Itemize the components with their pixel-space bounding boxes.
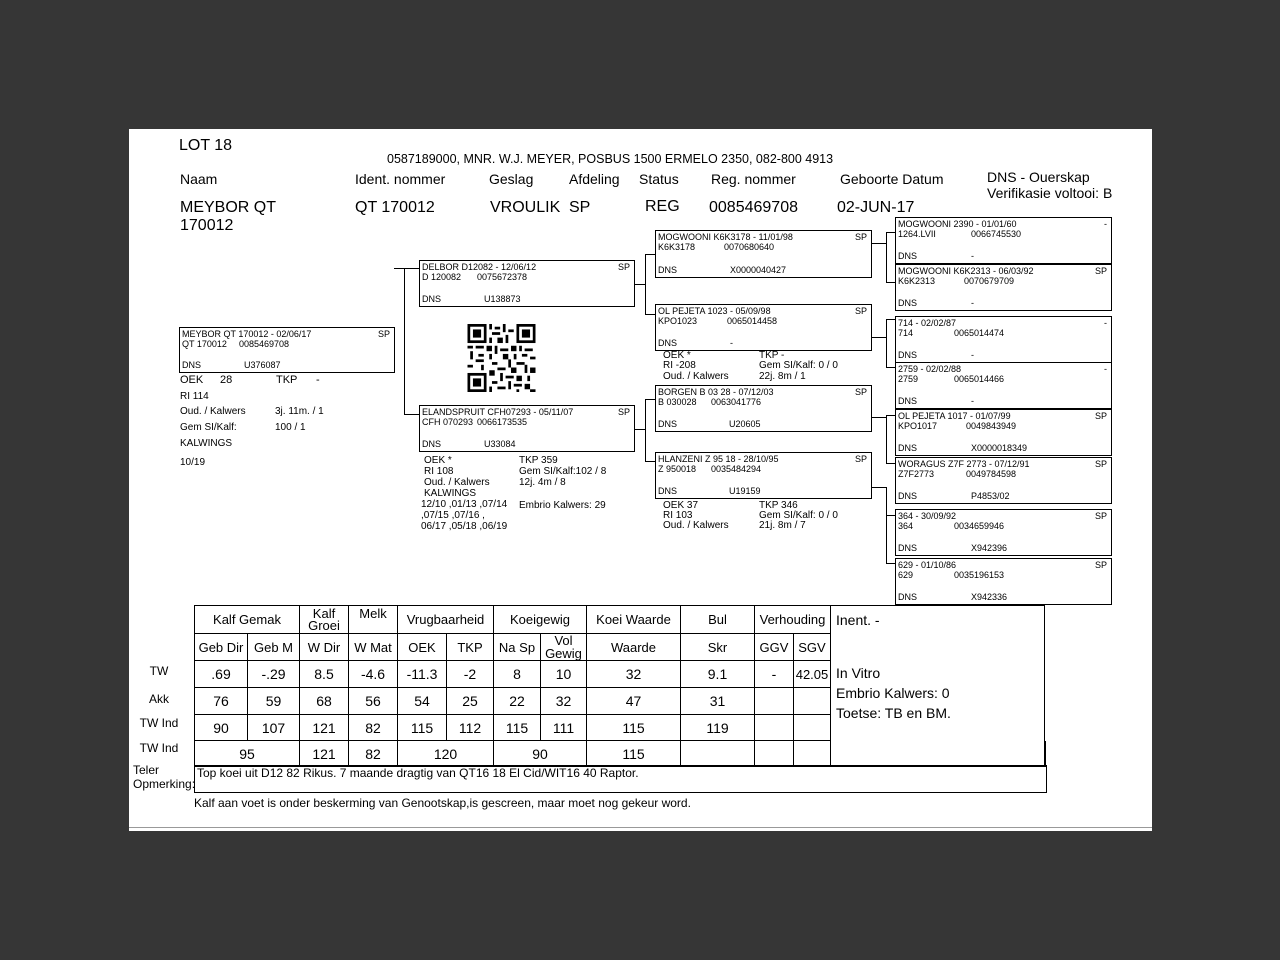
- box-dns-value: X942336: [971, 592, 1008, 602]
- dam-oud-value: 12j. 4m / 8: [519, 477, 566, 488]
- twind2-cell: 95: [195, 741, 300, 767]
- tw-cell: -2: [447, 661, 494, 688]
- box-dns-label: DNS: [898, 251, 918, 261]
- tw-cell: 32: [587, 661, 681, 688]
- box-dns-label: DNS: [898, 543, 918, 553]
- pedigree-line: [886, 232, 887, 282]
- pedigree-box-ggp6: [895, 457, 1112, 504]
- box-dns-label: DNS: [898, 396, 918, 406]
- sub-waarde: Waarde: [587, 634, 681, 661]
- pedigree-line: [645, 314, 655, 315]
- pedigree-box-ggp8: [895, 558, 1112, 605]
- box-dns-value: -: [730, 338, 733, 348]
- pedigree-line: [886, 515, 895, 516]
- pedigree-line: [886, 563, 895, 564]
- box-dns-label: DNS: [658, 419, 678, 429]
- self-oud-value: 3j. 11m. / 1: [275, 406, 324, 417]
- box-title: BORGEN B 03 28 - 07/12/03: [658, 387, 774, 397]
- box-dns-label: DNS: [658, 338, 678, 348]
- sub-vol-gewig: Vol Gewig: [541, 634, 587, 661]
- twind-cell: 82: [349, 715, 398, 741]
- box-dns-label: DNS: [658, 486, 678, 496]
- dam-oud-label: Oud. / Kalwers: [424, 477, 490, 488]
- twind2-cell: [681, 741, 755, 767]
- box-dns-value: -: [971, 350, 974, 360]
- animal-ident: QT 170012: [355, 199, 435, 216]
- box-section: SP: [1094, 459, 1107, 469]
- row-label-twind-2: TW Ind: [139, 741, 179, 755]
- pedigree-line: [871, 487, 886, 488]
- box-reg: 0066745530: [971, 229, 1022, 239]
- box-dns-label: DNS: [182, 360, 202, 370]
- pedigree-box-gp1: [655, 230, 872, 278]
- box-section: SP: [1094, 411, 1107, 421]
- twind-cell: 90: [195, 715, 248, 741]
- pedigree-line: [404, 414, 419, 415]
- pedigree-box-gp2: [655, 304, 872, 351]
- gp2-oud-label: Oud. / Kalwers: [663, 371, 729, 382]
- box-code: 629: [898, 570, 914, 580]
- box-section: SP: [377, 329, 390, 339]
- pedigree-line: [645, 254, 646, 314]
- breeding-index-table: [194, 605, 1046, 767]
- twind2-cell: 90: [494, 741, 587, 767]
- box-dns-label: DNS: [898, 443, 918, 453]
- box-dns-label: DNS: [898, 350, 918, 360]
- box-reg: 0075672378: [477, 272, 528, 282]
- box-title: HLANZENI Z 95 18 - 28/10/95: [658, 454, 779, 464]
- twind-cell: 121: [300, 715, 349, 741]
- twind-cell: 115: [587, 715, 681, 741]
- pedigree-box-ggp7: [895, 509, 1112, 556]
- box-title: MOGWOONI K6K3178 - 11/01/98: [658, 232, 793, 242]
- sub-geb-dir: Geb Dir: [195, 634, 248, 661]
- box-reg: 0070679709: [964, 276, 1015, 286]
- teler-label: Teler: [133, 763, 160, 777]
- self-ri: RI 114: [180, 391, 209, 402]
- box-title: DELBOR D12082 - 12/06/12: [422, 262, 537, 272]
- box-code: 714: [898, 328, 914, 338]
- box-code: 1264.LVII: [898, 229, 936, 239]
- box-section: SP: [854, 306, 867, 316]
- qr-code: [466, 324, 537, 392]
- box-dns-value: X0000040427: [730, 265, 787, 275]
- box-reg: 0085469708: [239, 339, 290, 349]
- pedigree-box-ggp3: [895, 316, 1112, 363]
- box-title: WORAGUS Z7F 2773 - 07/12/91: [898, 459, 1030, 469]
- pedigree-box-sire: [419, 260, 635, 307]
- pedigree-line: [404, 268, 419, 269]
- group-kalf-gemak: Kalf Gemak: [195, 606, 300, 634]
- box-dns-value: U138873: [484, 294, 521, 304]
- box-dns-value: U19159: [729, 486, 761, 496]
- animal-name-2: 170012: [180, 217, 234, 234]
- box-reg: 0065014474: [954, 328, 1005, 338]
- akk-cell: 59: [248, 688, 300, 715]
- remarks-box: [194, 765, 1047, 793]
- box-code: B 030028: [658, 397, 697, 407]
- box-reg: 0070680640: [724, 242, 775, 252]
- self-tkp-label: TKP: [276, 374, 298, 386]
- pedigree-line: [871, 417, 886, 418]
- bottom-rule: [129, 827, 1152, 828]
- gp4-tkp: TKP 346: [759, 500, 798, 511]
- twind-cell: [794, 715, 831, 741]
- twind-cell: 107: [248, 715, 300, 741]
- pedigree-line: [886, 367, 895, 368]
- gp4-oud-label: Oud. / Kalwers: [663, 520, 729, 531]
- tw-cell: -4.6: [349, 661, 398, 688]
- box-code: QT 170012: [182, 339, 227, 349]
- box-dns-value: U376087: [244, 360, 281, 370]
- sub-w-dir: W Dir: [300, 634, 349, 661]
- animal-name: MEYBOR QT: [180, 199, 277, 216]
- pedigree-line: [886, 232, 895, 233]
- self-kalwings-label: KALWINGS: [180, 438, 233, 449]
- self-oek-value: 28: [220, 374, 233, 386]
- pedigree-line: [886, 415, 895, 416]
- opmerking-label: Opmerking:: [133, 777, 196, 791]
- pedigree-line: [645, 399, 655, 400]
- box-section: SP: [854, 454, 867, 464]
- box-title: 2759 - 02/02/88: [898, 364, 962, 374]
- self-kalwings-value: 10/19: [180, 457, 206, 468]
- animal-reg: 0085469708: [709, 199, 798, 216]
- footer-note: Kalf aan voet is onder beskerming van Genootskap,is gescreen, maar moet nog gekeur word.: [194, 796, 691, 810]
- box-dns-value: X0000018349: [971, 443, 1028, 453]
- tw-cell: 10: [541, 661, 587, 688]
- gp4-ri: RI 103: [663, 510, 693, 521]
- gp2-gem: Gem SI/Kalf: 0 / 0: [759, 360, 838, 371]
- sub-ggv: GGV: [755, 634, 794, 661]
- twind-cell: 119: [681, 715, 755, 741]
- akk-cell: 68: [300, 688, 349, 715]
- twind-cell: [755, 715, 794, 741]
- row-label-akk: Akk: [148, 692, 169, 706]
- box-section: -: [1104, 318, 1107, 328]
- in-vitro-text: In Vitro: [836, 665, 881, 681]
- group-verhouding: Verhouding: [755, 606, 831, 634]
- group-vrugbaarheid: Vrugbaarheid: [398, 606, 494, 634]
- box-dns-value: U33084: [484, 439, 516, 449]
- dam-tkp: TKP 359: [519, 455, 558, 466]
- dam-ri: RI 108: [424, 466, 454, 477]
- row-label-tw: TW: [149, 664, 169, 678]
- row-label-twind: TW Ind: [139, 716, 179, 730]
- box-code: D 120082: [422, 272, 462, 282]
- box-code: Z7F2773: [898, 469, 935, 479]
- box-section: SP: [1094, 511, 1107, 521]
- box-code: 2759: [898, 374, 919, 384]
- dam-oek: OEK *: [424, 455, 452, 466]
- box-reg: 0063041776: [711, 397, 762, 407]
- gp4-oud-value: 21j. 8m / 7: [759, 520, 806, 531]
- gp4-gem: Gem SI/Kalf: 0 / 0: [759, 510, 838, 521]
- col-afdeling: Afdeling: [569, 171, 620, 187]
- pedigree-box-self: [179, 327, 395, 373]
- box-dns-label: DNS: [658, 265, 678, 275]
- self-gem-label: Gem SI/Kalf:: [180, 422, 237, 433]
- pedigree-box-gp4: [655, 452, 872, 499]
- dam-kalwings-2: ,07/15 ,07/16 ,: [421, 510, 485, 521]
- pedigree-box-ggp2: [895, 264, 1112, 311]
- box-reg: 0049784598: [966, 469, 1017, 479]
- dam-gem: Gem SI/Kalf:102 / 8: [519, 466, 607, 477]
- box-section: SP: [854, 387, 867, 397]
- box-code: KPO1023: [658, 316, 698, 326]
- remarks-text: Top koei uit D12 82 Rikus. 7 maande dragtig van QT16 18 El Cid/WIT16 40 Raptor.: [197, 766, 639, 780]
- dam-kalwings-1: 12/10 ,01/13 ,07/14: [421, 499, 508, 510]
- box-section: SP: [617, 262, 630, 272]
- col-status: Status: [639, 171, 679, 187]
- akk-cell: 22: [494, 688, 541, 715]
- info-panel: [831, 606, 1045, 767]
- gp4-oek: OEK 37: [663, 500, 699, 511]
- box-code: 364: [898, 521, 914, 531]
- box-title: MEYBOR QT 170012 - 02/06/17: [182, 329, 312, 339]
- group-koeigewig: Koeigewig: [494, 606, 587, 634]
- box-code: K6K2313: [898, 276, 936, 286]
- box-section: -: [1104, 364, 1107, 374]
- tw-cell: 8: [494, 661, 541, 688]
- gp2-oek: OEK *: [663, 350, 691, 361]
- twind2-cell-empty: [794, 741, 831, 767]
- box-dns-value: -: [971, 396, 974, 406]
- dns-verification: Verifikasie voltooi: B: [987, 185, 1113, 201]
- box-section: SP: [617, 407, 630, 417]
- pedigree-line: [645, 254, 655, 255]
- col-ident: Ident. nommer: [355, 171, 446, 187]
- gp2-oud-value: 22j. 8m / 1: [759, 371, 806, 382]
- self-tkp-value: -: [316, 374, 320, 386]
- catalogue-sheet: [129, 129, 1152, 831]
- box-section: SP: [1094, 560, 1107, 570]
- box-dns-label: DNS: [422, 294, 442, 304]
- group-melk: Melk: [349, 606, 398, 634]
- pedigree-box-ggp5: [895, 409, 1112, 456]
- box-title: OL PEJETA 1017 - 01/07/99: [898, 411, 1011, 421]
- akk-cell: 76: [195, 688, 248, 715]
- pedigree-box-ggp4: [895, 362, 1112, 409]
- sub-sgv: SGV: [794, 634, 831, 661]
- box-reg: 0035196153: [954, 570, 1005, 580]
- twind2-cell: 120: [398, 741, 494, 767]
- pedigree-box-ggp1: [895, 217, 1112, 264]
- box-reg: 0035484294: [711, 464, 762, 474]
- akk-cell: 25: [447, 688, 494, 715]
- box-dns-value: -: [971, 251, 974, 261]
- box-dns-label: DNS: [898, 491, 918, 501]
- akk-cell: 54: [398, 688, 447, 715]
- box-code: KPO1017: [898, 421, 938, 431]
- box-reg: 0049843949: [966, 421, 1017, 431]
- toetse-text: Toetse: TB en BM.: [836, 705, 951, 721]
- akk-cell: [755, 688, 794, 715]
- twind-cell: 115: [398, 715, 447, 741]
- self-gem-value: 100 / 1: [275, 422, 306, 433]
- owner-line: 0587189000, MNR. W.J. MEYER, POSBUS 1500 ERMELO 2350, 082-800 4913: [387, 152, 834, 166]
- box-section: SP: [854, 232, 867, 242]
- col-naam: Naam: [180, 171, 218, 187]
- dam-kalwings-label: KALWINGS: [424, 488, 477, 499]
- box-code: CFH 070293: [422, 417, 474, 427]
- inent-text: Inent. -: [836, 612, 880, 628]
- akk-cell: [794, 688, 831, 715]
- box-dns-value: X942396: [971, 543, 1008, 553]
- tw-cell: -.29: [248, 661, 300, 688]
- pedigree-line: [886, 319, 895, 320]
- tw-cell: -11.3: [398, 661, 447, 688]
- twind2-cell: [755, 741, 794, 767]
- pedigree-line: [886, 463, 895, 464]
- box-reg: 0065014458: [727, 316, 778, 326]
- box-title: 714 - 02/02/87: [898, 318, 957, 328]
- akk-cell: 32: [541, 688, 587, 715]
- col-geslag: Geslag: [489, 171, 534, 187]
- embrio-text: Embrio Kalwers: 0: [836, 685, 950, 701]
- dam-kalwings-3: 06/17 ,05/18 ,06/19: [421, 521, 508, 532]
- pedigree-line: [886, 415, 887, 463]
- twind2-cell: 82: [349, 741, 398, 767]
- animal-status: REG: [645, 198, 680, 215]
- pedigree-line: [886, 487, 887, 563]
- box-section: SP: [1094, 266, 1107, 276]
- pedigree-box-dam: [419, 405, 635, 452]
- gp2-tkp: TKP -: [759, 350, 785, 361]
- pedigree-line: [871, 243, 886, 244]
- box-dns-value: P4853/02: [971, 491, 1010, 501]
- sub-tkp: TKP: [447, 634, 494, 661]
- sub-skr: Skr: [681, 634, 755, 661]
- group-koei-waarde: Koei Waarde: [587, 606, 681, 634]
- pedigree-line: [886, 319, 887, 367]
- pedigree-line: [645, 461, 655, 462]
- box-dns-value: U20605: [729, 419, 761, 429]
- box-title: MOGWOONI 2390 - 01/01/60: [898, 219, 1017, 229]
- box-title: MOGWOONI K6K2313 - 06/03/92: [898, 266, 1034, 276]
- gp2-ri: RI -208: [663, 360, 696, 371]
- sub-oek: OEK: [398, 634, 447, 661]
- twind-cell: 115: [494, 715, 541, 741]
- pedigree-line: [886, 282, 895, 283]
- box-title: OL PEJETA 1023 - 05/09/98: [658, 306, 771, 316]
- box-dns-label: DNS: [898, 592, 918, 602]
- twind-cell: 112: [447, 715, 494, 741]
- box-dns-label: DNS: [422, 439, 442, 449]
- tw-cell: .69: [195, 661, 248, 688]
- twind-cell: 111: [541, 715, 587, 741]
- box-dns-label: DNS: [898, 298, 918, 308]
- tw-cell: -: [755, 661, 794, 688]
- box-section: -: [1104, 219, 1107, 229]
- twind2-cell-empty: [1045, 741, 1046, 767]
- sub-geb-m: Geb M: [248, 634, 300, 661]
- animal-birthdate: 02-JUN-17: [837, 199, 915, 216]
- pedigree-line: [645, 399, 646, 461]
- col-geboorte: Geboorte Datum: [840, 171, 944, 187]
- dns-parentage: DNS - Ouerskap: [987, 169, 1090, 185]
- sub-na-sp: Na Sp: [494, 634, 541, 661]
- group-kalf-groei: Kalf Groei: [300, 606, 349, 634]
- box-title: 629 - 01/10/86: [898, 560, 957, 570]
- akk-cell: 31: [681, 688, 755, 715]
- box-dns-value: -: [971, 298, 974, 308]
- animal-section: SP: [569, 199, 591, 216]
- sub-w-mat: W Mat: [349, 634, 398, 661]
- box-reg: 0034659946: [954, 521, 1005, 531]
- self-oek-label: OEK: [180, 374, 204, 386]
- twind2-cell: 115: [587, 741, 681, 767]
- pedigree-line: [871, 337, 886, 338]
- group-bul: Bul: [681, 606, 755, 634]
- lot-number: LOT 18: [179, 137, 233, 154]
- box-title: ELANDSPRUIT CFH07293 - 05/11/07: [422, 407, 574, 417]
- box-reg: 0066173535: [477, 417, 528, 427]
- info-spacer: [836, 630, 1039, 663]
- pedigree-line: [404, 268, 405, 414]
- tw-cell: 8.5: [300, 661, 349, 688]
- pedigree-line: [394, 268, 404, 269]
- box-code: K6K3178: [658, 242, 696, 252]
- tw-cell: 9.1: [681, 661, 755, 688]
- pedigree-box-gp3: [655, 385, 872, 432]
- self-oud-label: Oud. / Kalwers: [180, 406, 246, 417]
- tw-cell: 42.05: [794, 661, 831, 688]
- twind2-cell: 121: [300, 741, 349, 767]
- dam-embrio: Embrio Kalwers: 29: [519, 500, 606, 511]
- akk-cell: 47: [587, 688, 681, 715]
- akk-cell: 56: [349, 688, 398, 715]
- box-reg: 0065014466: [954, 374, 1005, 384]
- col-reg: Reg. nommer: [711, 171, 796, 187]
- box-code: Z 950018: [658, 464, 697, 474]
- animal-sex: VROULIK: [490, 199, 561, 216]
- box-title: 364 - 30/09/92: [898, 511, 957, 521]
